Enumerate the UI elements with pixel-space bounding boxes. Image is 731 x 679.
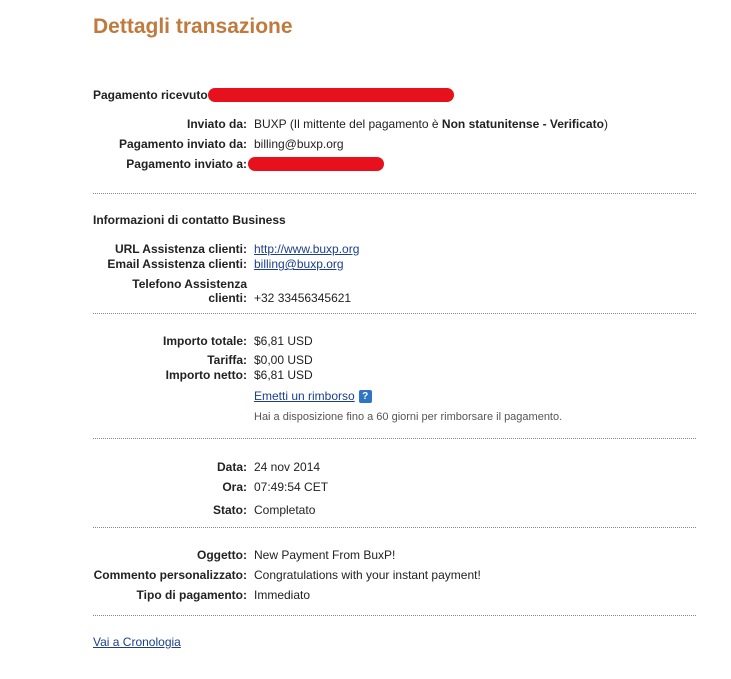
custom-comment-label: Commento personalizzato:	[93, 568, 247, 582]
payment-type-label: Tipo di pagamento:	[136, 588, 247, 602]
total-amount-value: $6,81 USD	[254, 334, 313, 348]
support-phone-label-line1: Telefono Assistenza	[132, 277, 247, 291]
support-phone-label-line2: clienti:	[208, 291, 247, 305]
payment-received-label: Pagamento ricevuto	[93, 88, 208, 102]
date-value: 24 nov 2014	[254, 460, 321, 474]
time-label: Ora:	[222, 480, 247, 494]
support-email-link[interactable]: billing@buxp.org	[254, 257, 344, 271]
sent-by-note-suffix: )	[603, 117, 608, 131]
refund-note: Hai a disposizione fino a 60 giorni per rimborsare il pagamento.	[254, 411, 563, 423]
support-phone-value: +32 33456345621	[254, 291, 352, 305]
net-amount-value: $6,81 USD	[254, 368, 313, 382]
status-label: Stato:	[213, 503, 247, 517]
subject-value: New Payment From BuxP!	[254, 548, 396, 562]
fee-value: $0,00 USD	[254, 353, 313, 367]
sent-to-label: Pagamento inviato a:	[126, 157, 247, 171]
help-icon[interactable]: ?	[359, 390, 372, 403]
subject-label: Oggetto:	[197, 548, 247, 562]
divider	[93, 313, 696, 314]
sent-by-note-prefix: (Il mittente del pagamento è	[289, 117, 442, 131]
divider	[93, 193, 696, 194]
support-email-label: Email Assistenza clienti:	[107, 257, 247, 271]
support-url-label: URL Assistenza clienti:	[114, 242, 247, 256]
time-value: 07:49:54 CET	[254, 480, 329, 494]
refund-link[interactable]: Emetti un rimborso	[254, 389, 355, 403]
refund-row	[254, 389, 372, 403]
sent-from-label: Pagamento inviato da:	[118, 137, 247, 151]
status-value: Completato	[254, 503, 316, 517]
sent-from-value: billing@buxp.org	[254, 137, 344, 151]
business-heading: Informazioni di contatto Business	[93, 213, 286, 227]
sent-by-label: Inviato da:	[186, 117, 247, 131]
date-label: Data:	[216, 460, 247, 474]
sent-by-status: Non statunitense - Verificato	[441, 117, 604, 131]
net-amount-label: Importo netto:	[165, 368, 247, 382]
divider	[93, 438, 696, 439]
fee-label: Tariffa:	[207, 353, 247, 367]
total-amount-label: Importo totale:	[163, 334, 247, 348]
custom-comment-value: Congratulations with your instant payment!	[254, 568, 481, 582]
redaction-bar	[248, 157, 384, 171]
divider	[93, 615, 696, 616]
sent-by-value	[254, 117, 608, 131]
page-title: Dettagli transazione	[93, 15, 293, 38]
history-link[interactable]: Vai a Cronologia	[93, 635, 181, 649]
support-url-link[interactable]: http://www.buxp.org	[254, 242, 360, 256]
payment-type-value: Immediato	[254, 588, 311, 602]
sent-by-name: BUXP	[254, 117, 287, 131]
redaction-bar	[208, 88, 454, 102]
divider	[93, 527, 696, 528]
